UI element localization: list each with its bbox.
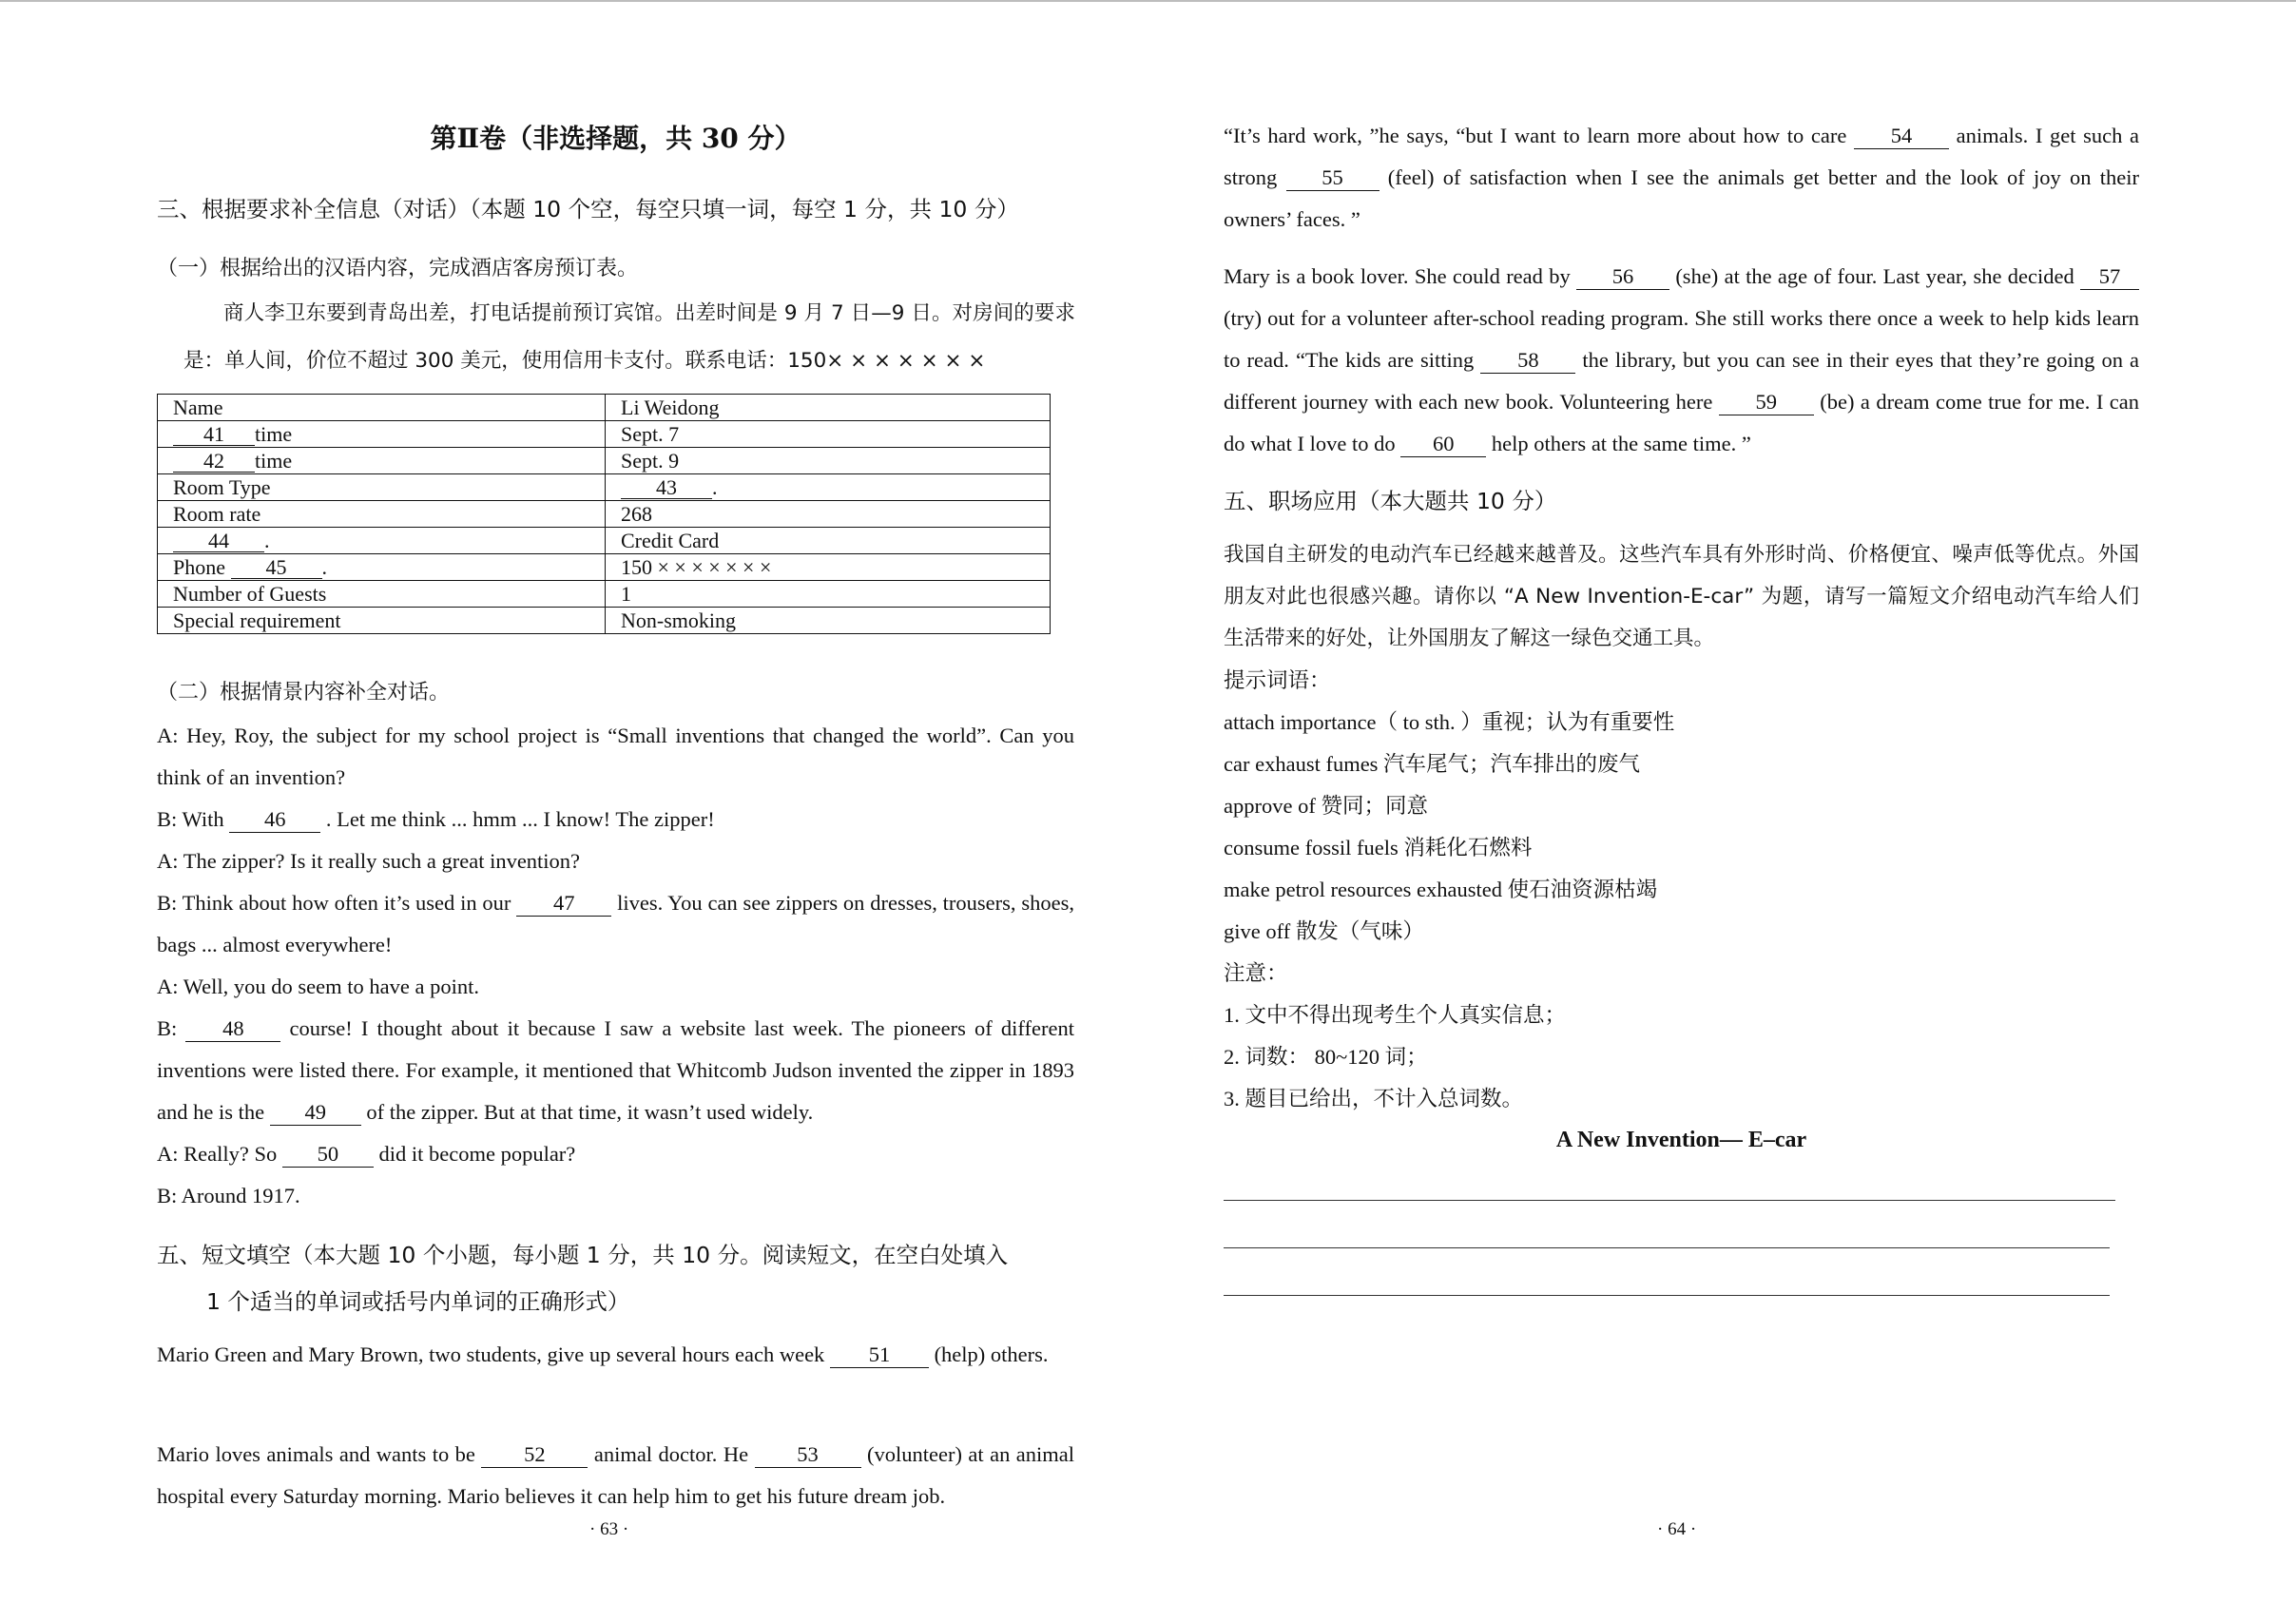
hint-item: approve of 赞同；同意	[1224, 794, 1428, 818]
passage-paragraph-3	[1224, 115, 2139, 241]
hints-label: 提示词语：	[1224, 668, 1331, 692]
essay-title: A New Invention— E–car	[1555, 1128, 1807, 1152]
form-value: 268	[606, 501, 1051, 528]
dialogue-line	[157, 799, 1074, 840]
form-value: 1	[606, 581, 1051, 608]
form-label-text: .	[264, 529, 270, 552]
writing-line[interactable]	[1224, 1247, 2110, 1248]
passage-text: help others at the same time. ”	[1486, 432, 1751, 455]
page-title: 第Ⅱ卷（非选择题，共 30 分）	[430, 123, 801, 154]
table-row	[158, 421, 1051, 448]
blank-56[interactable]: 56	[1576, 264, 1669, 290]
form-label-text: Phone	[173, 555, 231, 579]
table-row	[158, 474, 1051, 501]
booking-form-table	[157, 394, 1051, 634]
hint-item: consume fossil fuels 消耗化石燃料	[1224, 836, 1533, 859]
page-number: · 63 ·	[589, 1519, 629, 1539]
section5-heading: 五、短文填空（本大题 10 个小题，每小题 1 分，共 10 分。阅读短文，在空白处填入	[157, 1242, 1009, 1268]
right-page	[1224, 0, 2139, 1622]
dialogue-text: of the zipper. But at that time, it wasn’t used widely.	[360, 1100, 814, 1124]
writing-line[interactable]	[1224, 1200, 2115, 1201]
dialogue-line	[157, 882, 1074, 966]
blank-47[interactable]: 47	[516, 891, 611, 917]
passage-text: Mario loves animals and wants to be	[157, 1442, 482, 1466]
blank-54[interactable]: 54	[1854, 124, 1949, 149]
form-value: Credit Card	[606, 528, 1051, 554]
blank-44[interactable]: 44	[173, 531, 264, 552]
page-number: · 64 ·	[1657, 1519, 1697, 1539]
section3-heading: 三、根据要求补全信息（对话）（本题 10 个空，每空只填一词，每空 1 分，共 10 分）	[157, 196, 1019, 222]
passage-text: the library, but you can see in their eyes that they’re going on a different journey with each new book. Volunteering here	[1224, 348, 2140, 414]
workplace-section-heading: 五、职场应用（本大题共 10 分）	[1224, 488, 1557, 514]
writing-task: 我国自主研发的电动汽车已经越来越普及。这些汽车具有外形时尚、价格便宜、噪声低等优点。外国朋友对此也很感兴趣。请你以 “A New Invention-E-car” 为题，请写一篇短文介绍电动汽车给人们生活带来的好处，让外国朋友了解这一绿色交通工具。	[1224, 543, 2139, 650]
dialogue-text: did it become popular?	[373, 1142, 576, 1166]
dialogue-text: B: With	[157, 807, 230, 831]
dialogue-line	[157, 1008, 1074, 1133]
form-label-text: .	[321, 555, 327, 579]
form-value-text: .	[712, 475, 718, 499]
writing-line[interactable]	[1224, 1295, 2110, 1296]
blank-46[interactable]: 46	[229, 807, 320, 833]
section5-heading-line2: 1 个适当的单词或括号内单词的正确形式）	[206, 1288, 630, 1315]
left-page	[157, 0, 1074, 1622]
blank-57[interactable]: 57	[2080, 264, 2139, 290]
note-item: 3. 题目已给出，不计入总词数。	[1224, 1087, 1524, 1110]
notes-list	[1224, 994, 2139, 1120]
passage-text: Mary is a book lover. She could read by	[1224, 264, 1577, 288]
blank-59[interactable]: 59	[1719, 390, 1814, 415]
notes-label: 注意：	[1224, 961, 1288, 985]
part1-heading: （一）根据给出的汉语内容，完成酒店客房预订表。	[157, 257, 639, 280]
form-value	[606, 474, 1051, 501]
blank-60[interactable]: 60	[1400, 432, 1486, 457]
blank-52[interactable]: 52	[481, 1442, 588, 1468]
form-value: 150 × × × × × × ×	[606, 554, 1051, 581]
blank-53[interactable]: 53	[755, 1442, 861, 1468]
hint-item: give off 散发（气味）	[1224, 919, 1424, 943]
form-label: Room rate	[158, 501, 606, 528]
form-value: Sept. 9	[606, 448, 1051, 474]
blank-48[interactable]: 48	[185, 1016, 280, 1042]
note-item: 1. 文中不得出现考生个人真实信息；	[1224, 1003, 1567, 1027]
blank-49[interactable]: 49	[270, 1100, 361, 1126]
form-label: Room Type	[158, 474, 606, 501]
passage-text: (help) others.	[928, 1342, 1049, 1366]
dialogue-text: A: Really? So	[157, 1142, 282, 1166]
table-row	[158, 448, 1051, 474]
passage-paragraph-1	[157, 1334, 1074, 1376]
dialogue-text: . Let me think ... hmm ... I know! The zipper!	[320, 807, 715, 831]
dialogue-text: B:	[157, 1016, 186, 1040]
form-value: Li Weidong	[606, 395, 1051, 421]
table-row	[158, 554, 1051, 581]
hint-item: make petrol resources exhausted 使石油资源枯竭	[1224, 878, 1658, 901]
dialogue-text: B: Think about how often it’s used in our	[157, 891, 517, 915]
passage-text: (volunteer) at an animal hospital every Saturday morning. Mario believes it can help him to get his future dream job.	[157, 1442, 1075, 1508]
form-value: Non-smoking	[606, 608, 1051, 634]
blank-51[interactable]: 51	[830, 1342, 929, 1368]
table-row	[158, 501, 1051, 528]
form-label: Special requirement	[158, 608, 606, 634]
form-label: Name	[158, 395, 606, 421]
form-label	[158, 554, 606, 581]
form-label	[158, 528, 606, 554]
passage-text: animal doctor. He	[588, 1442, 755, 1466]
blank-50[interactable]: 50	[282, 1142, 374, 1168]
dialogue-text: course! I thought about it because I saw a website last week. The pioneers of different inventions were listed there. For example, it mentioned that Whitcomb Judson invented the zipper in 1893 and he is the	[157, 1016, 1074, 1124]
form-label-text: time	[255, 422, 293, 446]
blank-45[interactable]: 45	[231, 557, 322, 579]
passage-text: animals. I get such a strong	[1224, 124, 2139, 189]
part2-heading: （二）根据情景内容补全对话。	[157, 681, 451, 705]
form-label	[158, 448, 606, 474]
dialogue-line: A: Hey, Roy, the subject for my school project is “Small inventions that changed the world”. Can you think of an invention?	[157, 724, 1074, 789]
dialogue-text: lives. You can see zippers on dresses, trousers, shoes, bags ... almost everywhere!	[157, 891, 1074, 956]
passage-text: (try) out for a volunteer after-school reading program. She still works there once a week to help kids learn to read. “The kids are sitting	[1224, 306, 2139, 372]
passage-text: (be) a dream come true for me. I can do what I love to do	[1224, 390, 2139, 455]
part1-intro: 商人李卫东要到青岛出差，打电话提前预订宾馆。出差时间是 9 月 7 日—9 日。对房间的要求是：单人间，价位不超过 300 美元，使用信用卡支付。联系电话：150× × × × × × ×	[183, 301, 1075, 373]
table-row	[158, 581, 1051, 608]
passage-text: Mario Green and Mary Brown, two students, give up several hours each week	[157, 1342, 830, 1366]
dialogue	[157, 715, 1074, 1217]
blank-55[interactable]: 55	[1286, 165, 1380, 191]
form-value: Sept. 7	[606, 421, 1051, 448]
dialogue-line	[157, 1133, 1074, 1175]
passage-paragraph-2	[157, 1434, 1074, 1517]
hint-item: car exhaust fumes 汽车尾气；汽车排出的废气	[1224, 752, 1641, 776]
dialogue-line: A: The zipper? Is it really such a great invention?	[157, 849, 581, 873]
dialogue-line: A: Well, you do seem to have a point.	[157, 975, 479, 998]
hint-item: attach importance（ to sth. ）重视；认为有重要性	[1224, 710, 1675, 734]
blank-58[interactable]: 58	[1480, 348, 1575, 374]
passage-text: (she) at the age of four. Last year, she decided	[1669, 264, 2081, 288]
form-label	[158, 421, 606, 448]
note-item: 2. 词数： 80~120 词；	[1224, 1045, 1428, 1069]
form-label-text: time	[255, 449, 293, 473]
blank-42[interactable]: 42	[173, 451, 255, 473]
passage-text: (feel) of satisfaction when I see the animals get better and the look of joy on their owners’ faces. ”	[1224, 165, 2139, 231]
hints-list	[1224, 702, 2139, 953]
passage-paragraph-4	[1224, 256, 2139, 465]
blank-41[interactable]: 41	[173, 424, 255, 446]
table-row	[158, 395, 1051, 421]
blank-43[interactable]: 43	[621, 477, 712, 499]
dialogue-line: B: Around 1917.	[157, 1184, 300, 1207]
table-row	[158, 608, 1051, 634]
form-label: Number of Guests	[158, 581, 606, 608]
passage-text: “It’s hard work, ”he says, “but I want to learn more about how to care	[1224, 124, 1855, 147]
table-row	[158, 528, 1051, 554]
